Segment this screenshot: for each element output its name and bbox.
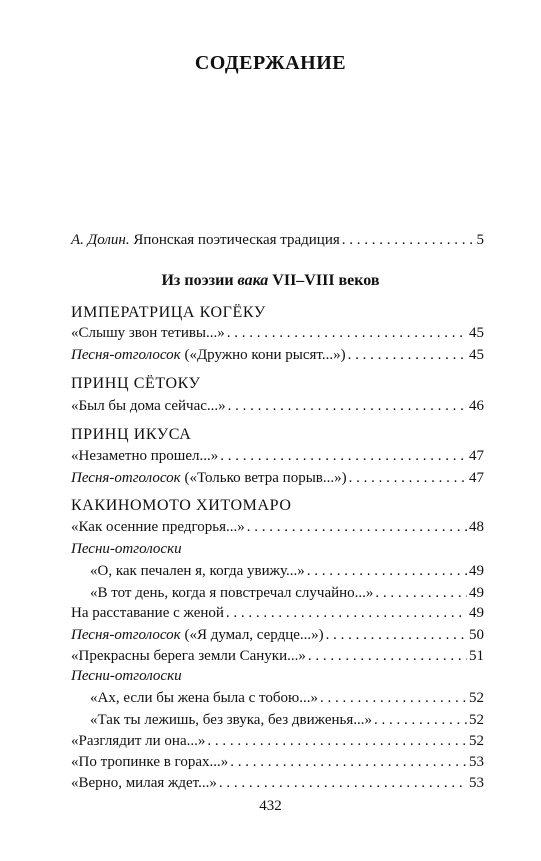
entry-page: 50: [469, 627, 484, 643]
toc-entry: [71, 396, 484, 416]
entry-label-emphasis: Песня-отголосок: [71, 470, 181, 486]
poet-heading: ПРИНЦ СЁТОКУ: [71, 375, 201, 392]
entry-page: 51: [469, 648, 484, 664]
entry-label-emphasis: Песня-отголосок: [71, 347, 181, 363]
leader-dots: [220, 446, 467, 466]
entry-page: 53: [469, 754, 484, 770]
leader-dots: [342, 230, 475, 250]
toc-entry: [90, 688, 484, 708]
entry-label: «Был бы дома сейчас...»: [71, 398, 226, 414]
leader-dots: [247, 517, 467, 537]
entry-author: А. Долин.: [71, 232, 130, 248]
toc-entry: [71, 323, 484, 343]
entry-page: 49: [469, 563, 484, 579]
leader-dots: [227, 323, 467, 343]
entry-label: «Незаметно прошел...»: [71, 448, 219, 464]
toc-entry: [71, 603, 484, 623]
entry-label: «О, как печален я, когда увижу...»: [90, 563, 305, 579]
entry-page: 46: [469, 398, 484, 414]
section-heading-emphasis: вака: [237, 272, 269, 289]
entry-label: «Так ты лежишь, без звука, без движенья...»: [90, 712, 372, 728]
leader-dots: [374, 710, 467, 730]
page-title: СОДЕРЖАНИЕ: [194, 52, 347, 74]
leader-dots: [226, 603, 467, 623]
leader-dots: [375, 583, 467, 603]
subsection-label: Песни-отголоски: [71, 668, 182, 684]
toc-entry: [71, 446, 484, 466]
entry-label: «Верно, милая ждет...»: [71, 775, 217, 791]
entry-label-text: («Дружно кони рысят...»): [180, 347, 346, 363]
entry-label: На расставание с женой: [71, 605, 224, 621]
leader-dots: [308, 646, 467, 666]
entry-title: Японская поэтическая традиция: [129, 232, 340, 248]
poet-heading: КАКИНОМОТО ХИТОМАРО: [71, 497, 292, 514]
toc-entry: [90, 710, 484, 730]
toc-entry: [71, 345, 484, 365]
entry-label: [71, 468, 347, 488]
entry-page: 52: [469, 712, 484, 728]
toc-entry: [71, 517, 484, 537]
leader-dots: [230, 752, 467, 772]
entry-label: [71, 230, 340, 250]
leader-dots: [307, 561, 467, 581]
toc-entry: [90, 583, 484, 603]
toc-entry: [71, 468, 484, 488]
toc-entry: [90, 561, 484, 581]
section-heading-text: Из поэзии: [161, 272, 238, 289]
entry-page: 52: [469, 690, 484, 706]
entry-label: «Как осенние предгорья...»: [71, 519, 245, 535]
toc-entry: [71, 752, 484, 772]
entry-page: 45: [469, 325, 484, 341]
section-heading-suffix: VII–VIII веков: [268, 272, 380, 289]
toc-entry: [71, 731, 484, 751]
entry-label-emphasis: Песня-отголосок: [71, 627, 181, 643]
section-heading: [0, 272, 541, 290]
entry-page: 47: [469, 470, 484, 486]
entry-label: [71, 345, 346, 365]
leader-dots: [326, 625, 467, 645]
entry-label: «Слышу звон тетивы...»: [71, 325, 225, 341]
toc-entry: [71, 773, 484, 793]
entry-page: 49: [469, 585, 484, 601]
toc-entry: [71, 646, 484, 666]
entry-page: 52: [469, 733, 484, 749]
entry-label: [71, 625, 324, 645]
entry-label: «В тот день, когда я повстречал случайно...»: [90, 585, 374, 601]
toc-entry-intro: [71, 230, 484, 250]
entry-label: «По тропинке в горах...»: [71, 754, 229, 770]
leader-dots: [349, 468, 467, 488]
leader-dots: [219, 773, 467, 793]
entry-page: 48: [469, 519, 484, 535]
leader-dots: [228, 396, 467, 416]
toc-entry: [71, 625, 484, 645]
entry-page: 47: [469, 448, 484, 464]
entry-page: 45: [469, 347, 484, 363]
entry-label-text: («Только ветра порыв...»): [180, 470, 347, 486]
entry-page: 49: [469, 605, 484, 621]
entry-page: 5: [476, 232, 484, 248]
poet-heading: ИМПЕРАТРИЦА КОГЁКУ: [71, 304, 266, 321]
page-number: 432: [259, 798, 282, 814]
subsection-label: Песни-отголоски: [71, 541, 182, 557]
leader-dots: [348, 345, 467, 365]
leader-dots: [320, 688, 467, 708]
entry-label: «Разглядит ли она...»: [71, 733, 206, 749]
entry-page: 53: [469, 775, 484, 791]
entry-label: «Прекрасны берега земли Сануки...»: [71, 648, 306, 664]
poet-heading: ПРИНЦ ИКУСА: [71, 426, 192, 443]
entry-label-text: («Я думал, сердце...»): [180, 627, 324, 643]
leader-dots: [207, 731, 467, 751]
entry-label: «Ах, если бы жена была с тобою...»: [90, 690, 318, 706]
